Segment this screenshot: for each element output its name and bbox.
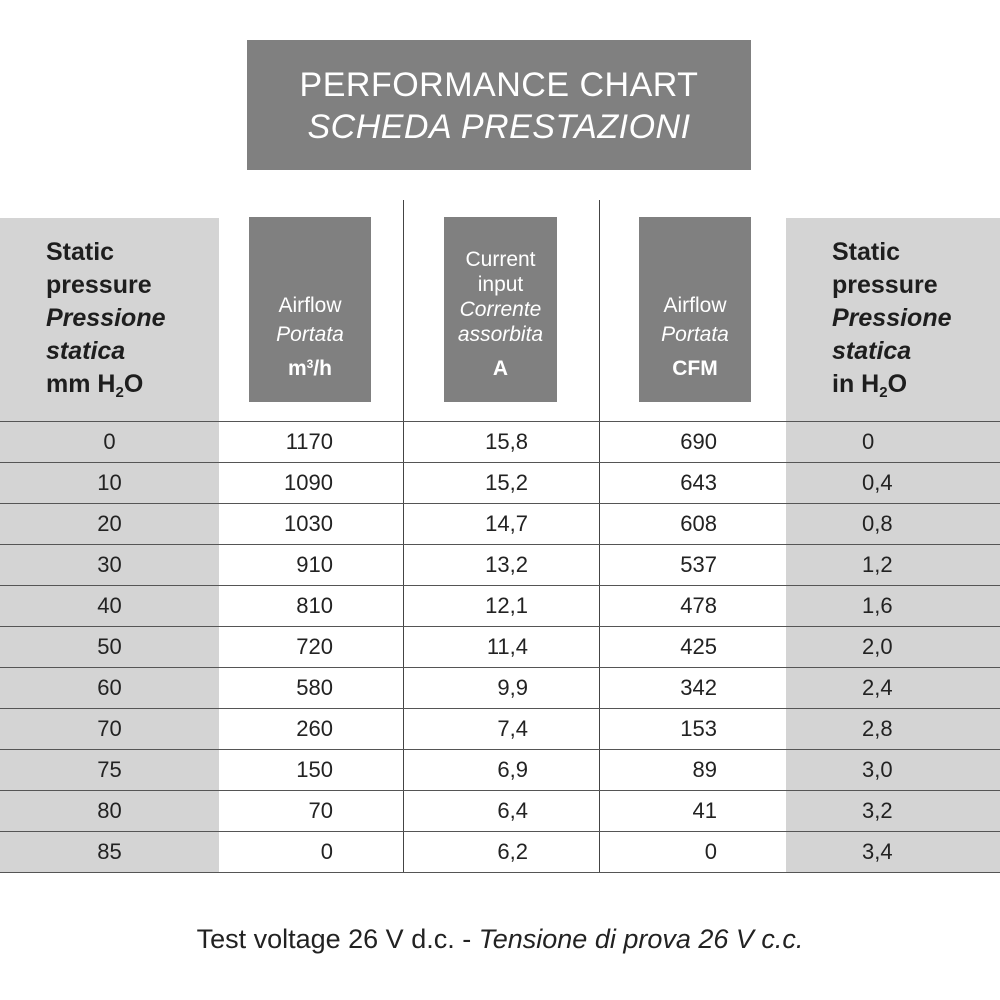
header-amp-label-en2: input	[477, 273, 524, 296]
header-amp-label-en: Current	[465, 248, 536, 271]
table-row	[0, 749, 1000, 790]
cell-airflow-m3h: 1030	[284, 511, 333, 536]
header-amp-label-it2: assorbita	[457, 323, 544, 346]
cell-static-pressure-mm: 0	[103, 429, 116, 454]
chart-title-it: SCHEDA PRESTAZIONI	[307, 108, 691, 146]
cell-current-input: 12,1	[485, 593, 528, 618]
cell-airflow-m3h: 720	[296, 634, 333, 659]
table-row	[0, 708, 1000, 749]
table-row	[0, 544, 1000, 585]
cell-airflow-cfm: 643	[680, 470, 717, 495]
header-mm-label-en: Static pressure	[46, 238, 152, 299]
table-row	[0, 421, 1000, 462]
cell-static-pressure-in: 3,4	[862, 839, 893, 864]
cell-static-pressure-in: 1,2	[862, 552, 893, 577]
cell-static-pressure-mm: 40	[97, 593, 122, 618]
header-in-label-en: Static pressure	[832, 238, 938, 299]
cell-airflow-m3h: 150	[296, 757, 333, 782]
cell-airflow-m3h: 910	[296, 552, 333, 577]
cell-current-input: 6,9	[497, 757, 528, 782]
table-row	[0, 790, 1000, 831]
cell-airflow-m3h: 1090	[284, 470, 333, 495]
header-in-unit: in $H_2O$	[832, 370, 908, 401]
header-cfm-label-it: Portata	[661, 323, 729, 346]
header-amp-label-it: Corrente	[459, 298, 542, 321]
cell-static-pressure-mm: 70	[97, 716, 122, 741]
cell-airflow-cfm: 478	[680, 593, 717, 618]
header-airflow-m3h	[249, 217, 371, 402]
table-row	[0, 585, 1000, 626]
cell-static-pressure-in: 0,4	[862, 470, 893, 495]
cell-static-pressure-in: 2,4	[862, 675, 893, 700]
cell-current-input: 6,4	[497, 798, 528, 823]
header-m3h-unit: $m^3/h$	[287, 357, 333, 380]
cell-airflow-m3h: 580	[296, 675, 333, 700]
table-row	[0, 503, 1000, 544]
cell-airflow-cfm: 608	[680, 511, 717, 536]
cell-current-input: 11,4	[486, 634, 528, 659]
cell-static-pressure-in: 3,2	[862, 798, 893, 823]
cell-airflow-m3h: 260	[296, 716, 333, 741]
header-static-pressure-in	[786, 218, 1000, 421]
cell-airflow-cfm: 342	[680, 675, 717, 700]
header-mm-label-it: Pressione statica	[46, 304, 166, 365]
cell-airflow-cfm: 425	[680, 634, 717, 659]
cell-static-pressure-in: 3,0	[862, 757, 893, 782]
cell-current-input: 15,2	[485, 470, 528, 495]
cell-static-pressure-mm: 30	[97, 552, 122, 577]
cell-current-input: 9,9	[497, 675, 528, 700]
footer-it: Tensione di prova 26 V c.c.	[478, 924, 804, 954]
table-row	[0, 462, 1000, 503]
cell-static-pressure-in: 0,8	[862, 511, 893, 536]
table-row	[0, 626, 1000, 667]
table-row	[0, 667, 1000, 708]
footer-en: Test voltage 26 V d.c. -	[196, 924, 479, 954]
cell-airflow-cfm: 153	[680, 716, 717, 741]
cell-static-pressure-in: 0	[862, 429, 875, 454]
header-cfm-unit: CFM	[672, 357, 718, 380]
cell-static-pressure-mm: 10	[97, 470, 122, 495]
cell-static-pressure-mm: 85	[97, 839, 122, 864]
cell-static-pressure-mm: 60	[97, 675, 122, 700]
header-amp-unit: A	[492, 357, 509, 380]
header-mm-unit: mm $H_2O$	[46, 370, 144, 401]
cell-static-pressure-mm: 75	[97, 757, 122, 782]
chart-title-en: PERFORMANCE CHART	[299, 66, 699, 104]
header-m3h-label-it: Portata	[276, 323, 344, 346]
cell-static-pressure-in: 2,0	[862, 634, 893, 659]
table-row	[0, 831, 1000, 873]
cell-current-input: 13,2	[485, 552, 528, 577]
cell-airflow-m3h: 70	[308, 798, 333, 823]
cell-airflow-m3h: 0	[320, 839, 333, 864]
header-m3h-label-en: Airflow	[278, 294, 342, 317]
header-in-label-it: Pressione statica	[832, 304, 952, 365]
cell-static-pressure-in: 2,8	[862, 716, 893, 741]
header-airflow-cfm	[639, 217, 751, 402]
cell-current-input: 7,4	[497, 716, 528, 741]
cell-airflow-cfm: 537	[680, 552, 717, 577]
header-cfm-label-en: Airflow	[663, 294, 727, 317]
cell-airflow-m3h: 1170	[285, 429, 333, 454]
cell-airflow-cfm: 89	[692, 757, 717, 782]
cell-static-pressure-mm: 20	[97, 511, 122, 536]
cell-current-input: 15,8	[485, 429, 528, 454]
chart-title-box	[247, 40, 751, 170]
cell-current-input: 14,7	[485, 511, 528, 536]
header-static-pressure-mm	[0, 218, 219, 421]
cell-static-pressure-mm: 50	[97, 634, 122, 659]
cell-airflow-cfm: 690	[680, 429, 717, 454]
test-voltage-note	[0, 924, 1000, 955]
cell-airflow-cfm: 0	[704, 839, 717, 864]
cell-static-pressure-in: 1,6	[862, 593, 893, 618]
cell-airflow-m3h: 810	[296, 593, 333, 618]
cell-current-input: 6,2	[497, 839, 528, 864]
cell-airflow-cfm: 41	[692, 798, 717, 823]
header-current-input	[444, 217, 557, 402]
cell-static-pressure-mm: 80	[97, 798, 122, 823]
